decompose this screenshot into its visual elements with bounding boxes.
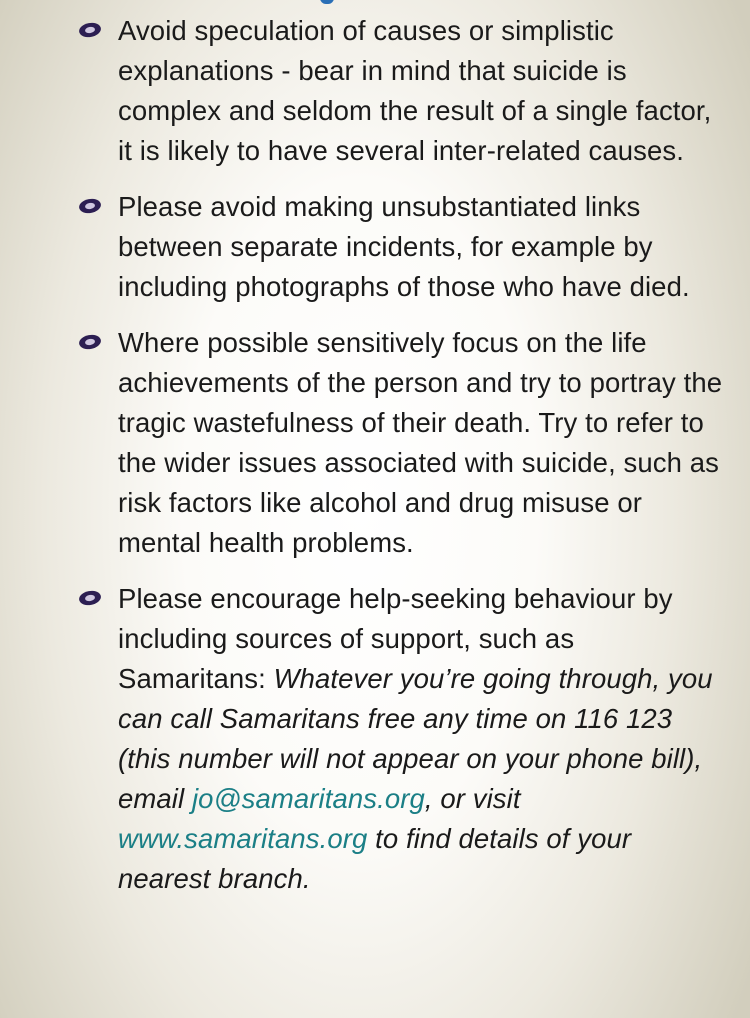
guideline-text: Where possible sensitively focus on the life achievements of the person and try to portray the tragic wastefulness of their death. Try to refer to the wider issues associated with suicide, such as risk factors like alcohol and drug misuse or mental health problems.: [118, 327, 723, 558]
samaritans-email-link[interactable]: jo@samaritans.org: [191, 783, 425, 814]
guideline-item-help-seeking: [0, 579, 750, 899]
samaritans-website-link[interactable]: www.samaritans.org: [118, 823, 368, 854]
help-seeking-lead-text: Please encourage help-seeking behaviour by including sources of support, such as Samaritans:: [118, 583, 673, 694]
media-guidelines-list: [0, 11, 750, 915]
cropped-heading-fragment: [320, 0, 334, 4]
purple-ring-bullet-icon: [78, 21, 102, 39]
guideline-item-speculation: [0, 11, 750, 171]
samaritans-quote-text-2: , or visit: [424, 783, 521, 814]
samaritans-quote-text-3: to find details of your nearest branch.: [118, 823, 632, 894]
guideline-text: Avoid speculation of causes or simplistic explanations - bear in mind that suicide is complex and seldom the result of a single factor, it is likely to have several inter-related causes.: [118, 15, 712, 166]
guideline-item-life-achievements: [0, 323, 750, 563]
purple-ring-bullet-icon: [78, 589, 102, 607]
guideline-text: Please avoid making unsubstantiated links between separate incidents, for example by including photographs of those who have died.: [118, 191, 690, 302]
guideline-item-links: [0, 187, 750, 307]
purple-ring-bullet-icon: [78, 197, 102, 215]
purple-ring-bullet-icon: [78, 333, 102, 351]
samaritans-quote-text: Whatever you’re going through, you can call Samaritans free any time on 116 123 (this number will not appear on your phone bill), email: [118, 663, 713, 814]
